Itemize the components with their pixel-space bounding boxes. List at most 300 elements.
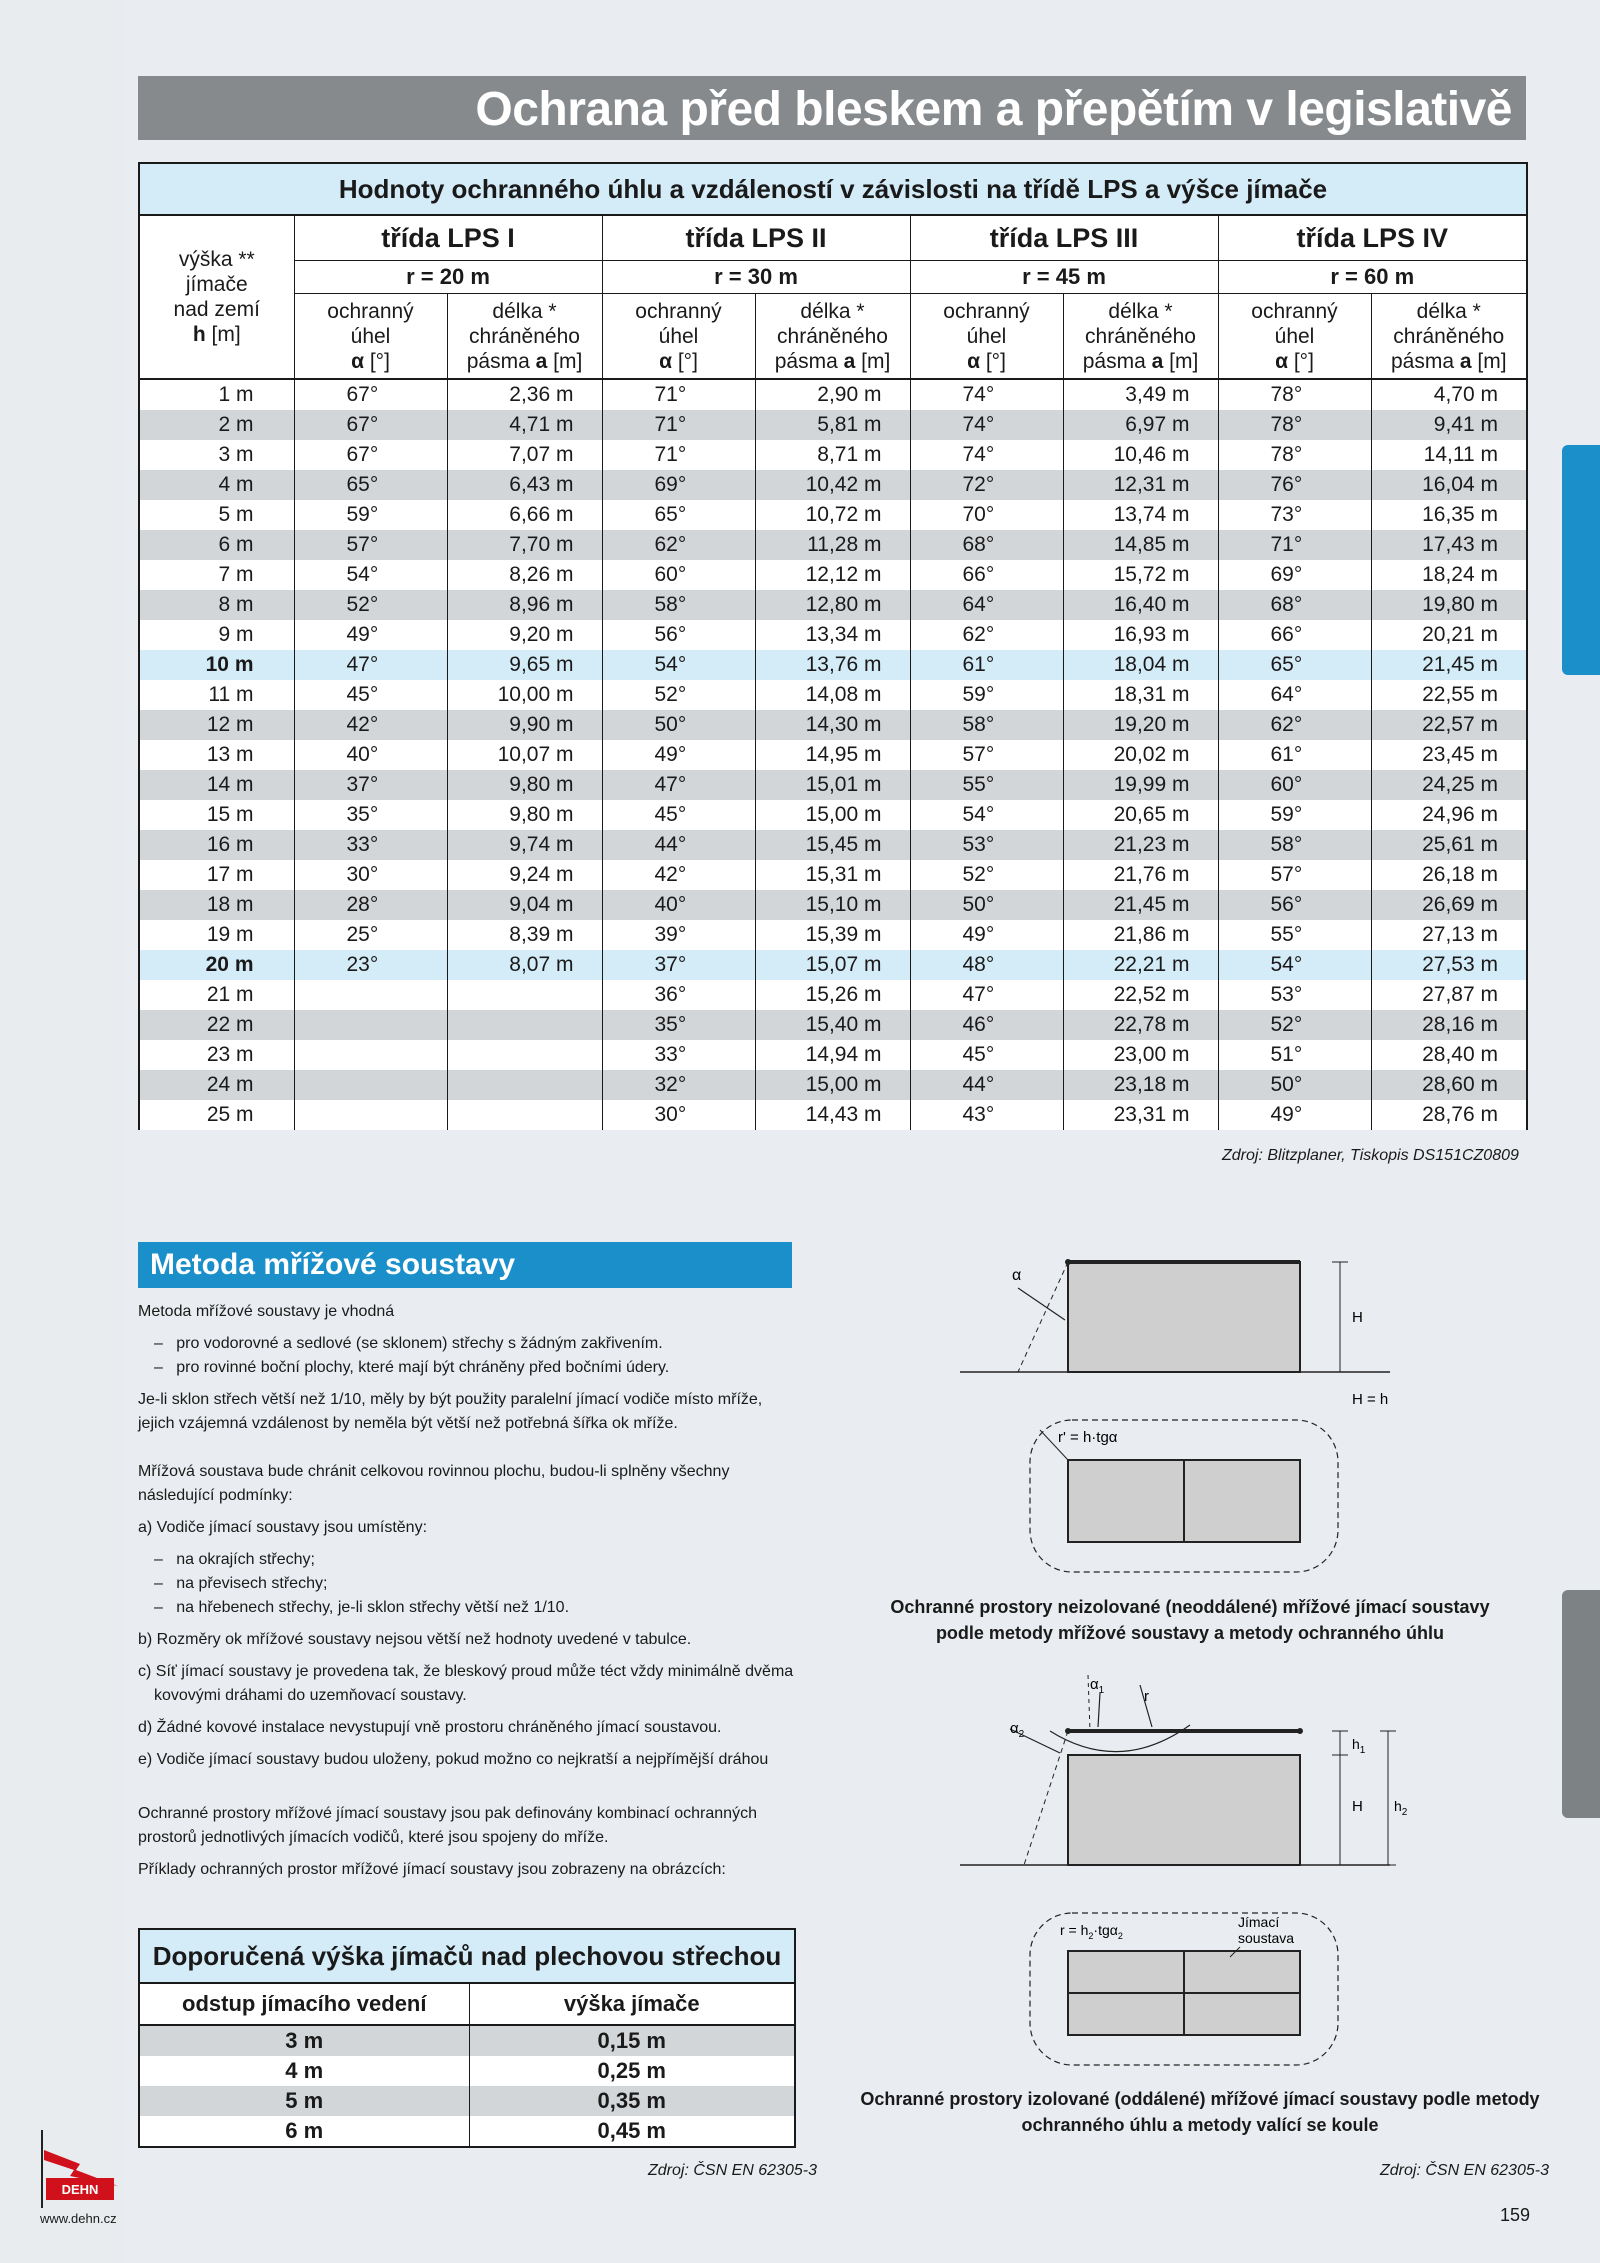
length-cell: 15,00 m (755, 800, 910, 830)
length-cell: 6,97 m (1063, 410, 1218, 440)
angle-cell: 37° (602, 950, 755, 980)
height-cell: 23 m (139, 1040, 294, 1070)
radius-formula: $r = h_2\cdot tg\alpha_2$ (1060, 1922, 1123, 1941)
height-cell: 1 m (139, 379, 294, 410)
air-termination-label-line1: Jímací (1238, 1914, 1280, 1930)
angle-cell: 76° (1218, 470, 1371, 500)
length-cell: 16,40 m (1063, 590, 1218, 620)
small-table-caption: Doporučená výška jímačů nad plechovou střechou (139, 1929, 795, 1983)
height-cell: 2 m (139, 410, 294, 440)
alpha1-label: $\alpha_1$ (1090, 1676, 1105, 1696)
angle-cell: 65° (1218, 650, 1371, 680)
length-cell: 8,96 m (447, 590, 602, 620)
angle-cell: 44° (602, 830, 755, 860)
figure-non-isolated-mesh (900, 1240, 1420, 1590)
table-row (139, 950, 1527, 980)
height-header-line2: jímače (185, 273, 248, 296)
height-cell: 18 m (139, 890, 294, 920)
height-cell: 24 m (139, 1070, 294, 1100)
page-margin (0, 0, 122, 2263)
angle-cell: 67° (294, 379, 447, 410)
class-header: třída LPS III (910, 215, 1218, 261)
angle-cell: 40° (294, 740, 447, 770)
height-label: H (1352, 1798, 1363, 1815)
table-row (139, 590, 1527, 620)
length-cell: 10,00 m (447, 680, 602, 710)
small-table-cell: 5 m (139, 2086, 469, 2116)
length-cell: 11,28 m (755, 530, 910, 560)
angle-cell: 36° (602, 980, 755, 1010)
table-row (139, 560, 1527, 590)
table-row (139, 379, 1527, 410)
angle-cell: 43° (910, 1100, 1063, 1130)
table-row (139, 980, 1527, 1010)
angle-cell: 59° (910, 680, 1063, 710)
height-cell: 5 m (139, 500, 294, 530)
length-cell: 25,61 m (1371, 830, 1527, 860)
length-cell: 15,00 m (755, 1070, 910, 1100)
length-cell: 28,60 m (1371, 1070, 1527, 1100)
angle-cell: 70° (910, 500, 1063, 530)
table-row (139, 410, 1527, 440)
angle-cell: 53° (1218, 980, 1371, 1010)
length-cell: 23,31 m (1063, 1100, 1218, 1130)
angle-cell: 35° (294, 800, 447, 830)
length-cell: 20,21 m (1371, 620, 1527, 650)
angle-cell: 69° (1218, 560, 1371, 590)
length-cell: 13,76 m (755, 650, 910, 680)
height-cell: 3 m (139, 440, 294, 470)
angle-cell: 58° (1218, 830, 1371, 860)
angle-cell: 60° (1218, 770, 1371, 800)
length-cell: 2,36 m (447, 379, 602, 410)
angle-cell: 59° (1218, 800, 1371, 830)
mesh-text (138, 1300, 798, 1882)
condition-a: a) Vodiče jímací soustavy jsou umístěny: (138, 1519, 428, 1536)
length-cell: 15,45 m (755, 830, 910, 860)
length-cell: 8,26 m (447, 560, 602, 590)
length-cell: 5,81 m (755, 410, 910, 440)
angle-cell (294, 980, 447, 1010)
height-cell: 17 m (139, 860, 294, 890)
footer-url[interactable]: www.dehn.cz (40, 2211, 117, 2226)
height-cell: 15 m (139, 800, 294, 830)
angle-cell: 42° (294, 710, 447, 740)
angle-column-header: ochranný úhel α [°] (1218, 294, 1371, 380)
page-title: Ochrana před bleskem a přepětím v legislativě (475, 83, 1512, 136)
height-cell: 7 m (139, 560, 294, 590)
table-row (139, 860, 1527, 890)
length-cell: 9,80 m (447, 800, 602, 830)
angle-cell: 71° (1218, 530, 1371, 560)
length-cell: 13,74 m (1063, 500, 1218, 530)
angle-cell: 49° (602, 740, 755, 770)
length-cell (447, 980, 602, 1010)
length-cell: 15,26 m (755, 980, 910, 1010)
length-column-header: délka * chráněného pásma a [m] (755, 294, 910, 380)
length-cell: 16,04 m (1371, 470, 1527, 500)
angle-cell: 33° (602, 1040, 755, 1070)
length-cell: 15,01 m (755, 770, 910, 800)
figure2-caption: Ochranné prostory izolované (oddálené) mřížové jímací soustavy podle metody ochranného úhlu a metody valící se koule (860, 2089, 1540, 2135)
angle-cell: 47° (602, 770, 755, 800)
angle-cell: 64° (1218, 680, 1371, 710)
small-table-header: výška jímače (469, 1983, 795, 2025)
radius-header: r = 60 m (1218, 261, 1527, 294)
length-cell: 4,71 m (447, 410, 602, 440)
length-cell: 10,07 m (447, 740, 602, 770)
angle-cell: 50° (602, 710, 755, 740)
length-cell: 15,10 m (755, 890, 910, 920)
table-row (139, 650, 1527, 680)
length-cell: 18,31 m (1063, 680, 1218, 710)
bullet-item: – pro vodorovné a sedlové (se sklonem) střechy s žádným zakřivením. (154, 1335, 663, 1352)
angle-cell: 57° (1218, 860, 1371, 890)
angle-cell: 67° (294, 410, 447, 440)
small-table-cell: 4 m (139, 2056, 469, 2086)
length-cell: 23,18 m (1063, 1070, 1218, 1100)
length-cell: 4,70 m (1371, 379, 1527, 410)
angle-cell: 42° (602, 860, 755, 890)
angle-cell: 52° (1218, 1010, 1371, 1040)
length-cell: 28,16 m (1371, 1010, 1527, 1040)
length-cell: 9,04 m (447, 890, 602, 920)
small-table-cell: 0,25 m (469, 2056, 795, 2086)
height-cell: 25 m (139, 1100, 294, 1130)
height-cell: 16 m (139, 830, 294, 860)
r-label: r (1144, 1688, 1149, 1705)
angle-cell: 23° (294, 950, 447, 980)
angle-cell: 55° (910, 770, 1063, 800)
intro-text: Metoda mřížové soustavy je vhodná (138, 1303, 395, 1320)
length-cell: 6,66 m (447, 500, 602, 530)
angle-cell: 54° (1218, 950, 1371, 980)
angle-cell: 54° (910, 800, 1063, 830)
height-header-line3: nad zemí (173, 298, 260, 321)
angle-cell: 61° (1218, 740, 1371, 770)
length-cell: 16,93 m (1063, 620, 1218, 650)
angle-cell: 49° (294, 620, 447, 650)
angle-cell: 78° (1218, 440, 1371, 470)
length-cell: 12,31 m (1063, 470, 1218, 500)
angle-cell: 62° (602, 530, 755, 560)
table-row (139, 620, 1527, 650)
length-cell (447, 1070, 602, 1100)
chapter-tab-blue[interactable] (1562, 445, 1600, 675)
paragraph: Ochranné prostory mřížové jímací soustavy jsou pak definovány kombinací ochranných prostorů jednotlivých jímacích vodičů, které jsou spojeny do mříže. (138, 1805, 757, 1846)
angle-cell: 40° (602, 890, 755, 920)
length-cell: 28,40 m (1371, 1040, 1527, 1070)
small-table-row (139, 2025, 795, 2056)
length-column-header: délka * chráněného pásma a [m] (447, 294, 602, 380)
angle-cell: 52° (602, 680, 755, 710)
table-row (139, 1100, 1527, 1130)
length-cell: 21,45 m (1063, 890, 1218, 920)
length-cell: 24,25 m (1371, 770, 1527, 800)
angle-cell: 25° (294, 920, 447, 950)
table-row (139, 920, 1527, 950)
height-equality-label: H = h (1352, 1391, 1389, 1408)
length-cell: 16,35 m (1371, 500, 1527, 530)
angle-cell: 32° (602, 1070, 755, 1100)
angle-column-header: ochranný úhel α [°] (294, 294, 447, 380)
alpha-label: α (1012, 1267, 1022, 1284)
small-table-cell: 6 m (139, 2116, 469, 2147)
length-cell: 7,07 m (447, 440, 602, 470)
angle-cell: 78° (1218, 379, 1371, 410)
condition-c: c) Síť jímací soustavy je provedena tak, že bleskový proud může téct vždy minimálně dvěma (138, 1663, 794, 1680)
length-cell: 6,43 m (447, 470, 602, 500)
angle-cell: 53° (910, 830, 1063, 860)
height-label: H (1352, 1309, 1363, 1326)
length-cell: 19,80 m (1371, 590, 1527, 620)
angle-cell: 30° (602, 1100, 755, 1130)
table-source: Zdroj: Blitzplaner, Tiskopis DS151CZ0809 (1222, 1147, 1519, 1164)
small-table-header: odstup jímacího vedení (139, 1983, 469, 2025)
small-table-row (139, 2086, 795, 2116)
height-cell: 8 m (139, 590, 294, 620)
angle-column-header: ochranný úhel α [°] (602, 294, 755, 380)
height-header-line1: výška ** (178, 248, 255, 271)
length-cell: 15,31 m (755, 860, 910, 890)
angle-cell: 52° (910, 860, 1063, 890)
angle-cell: 50° (1218, 1070, 1371, 1100)
length-cell (447, 1100, 602, 1130)
height-cell: 21 m (139, 980, 294, 1010)
length-cell: 10,46 m (1063, 440, 1218, 470)
length-cell: 2,90 m (755, 379, 910, 410)
length-cell: 8,71 m (755, 440, 910, 470)
length-cell: 22,55 m (1371, 680, 1527, 710)
logo-text: DEHN (61, 2182, 99, 2197)
height-cell: 20 m (139, 950, 294, 980)
angle-cell: 58° (602, 590, 755, 620)
angle-cell: 28° (294, 890, 447, 920)
angle-cell: 49° (1218, 1100, 1371, 1130)
length-cell: 8,39 m (447, 920, 602, 950)
length-cell: 9,90 m (447, 710, 602, 740)
length-column-header: délka * chráněného pásma a [m] (1371, 294, 1527, 380)
length-cell: 9,65 m (447, 650, 602, 680)
angle-cell: 33° (294, 830, 447, 860)
height-cell: 14 m (139, 770, 294, 800)
radius-formula: r' = h·tgα (1058, 1429, 1118, 1446)
length-cell: 3,49 m (1063, 379, 1218, 410)
length-cell: 14,95 m (755, 740, 910, 770)
length-cell: 21,86 m (1063, 920, 1218, 950)
table-row (139, 500, 1527, 530)
height-header (139, 215, 294, 379)
h2-label: $h_2$ (1394, 1798, 1408, 1818)
length-cell: 15,07 m (755, 950, 910, 980)
length-cell: 21,45 m (1371, 650, 1527, 680)
bullet-item: – na převisech střechy; (154, 1575, 328, 1592)
dehn-logo (40, 2130, 118, 2208)
angle-cell: 47° (294, 650, 447, 680)
length-cell: 27,13 m (1371, 920, 1527, 950)
table-row (139, 740, 1527, 770)
radius-header: r = 30 m (602, 261, 910, 294)
angle-cell: 37° (294, 770, 447, 800)
length-cell: 12,12 m (755, 560, 910, 590)
table-caption: Hodnoty ochranného úhlu a vzdáleností v závislosti na třídě LPS a výšce jímače (139, 163, 1527, 215)
length-cell: 15,39 m (755, 920, 910, 950)
angle-cell: 61° (910, 650, 1063, 680)
length-cell: 14,85 m (1063, 530, 1218, 560)
angle-cell: 51° (1218, 1040, 1371, 1070)
angle-cell: 74° (910, 410, 1063, 440)
height-unit: h [m] (192, 323, 241, 346)
length-cell: 14,30 m (755, 710, 910, 740)
length-cell: 8,07 m (447, 950, 602, 980)
table-row (139, 680, 1527, 710)
length-cell: 9,41 m (1371, 410, 1527, 440)
table-row (139, 440, 1527, 470)
angle-cell: 74° (910, 440, 1063, 470)
angle-cell: 52° (294, 590, 447, 620)
length-cell: 27,87 m (1371, 980, 1527, 1010)
angle-cell: 45° (294, 680, 447, 710)
angle-cell (294, 1010, 447, 1040)
angle-cell: 56° (1218, 890, 1371, 920)
small-table-row (139, 2116, 795, 2147)
angle-cell: 50° (910, 890, 1063, 920)
angle-cell (294, 1070, 447, 1100)
angle-cell: 30° (294, 860, 447, 890)
length-cell: 21,76 m (1063, 860, 1218, 890)
length-column-header: délka * chráněného pásma a [m] (1063, 294, 1218, 380)
angle-cell: 69° (602, 470, 755, 500)
bullet-item: – na okrajích střechy; (154, 1551, 315, 1568)
height-cell: 11 m (139, 680, 294, 710)
length-cell: 23,45 m (1371, 740, 1527, 770)
angle-cell: 54° (294, 560, 447, 590)
bullet-item: – pro rovinné boční plochy, které mají být chráněny před bočními údery. (154, 1359, 670, 1376)
length-cell: 21,23 m (1063, 830, 1218, 860)
length-cell: 18,04 m (1063, 650, 1218, 680)
length-cell: 22,57 m (1371, 710, 1527, 740)
condition-c-cont: kovovými dráhami do uzemňovací soustavy. (154, 1687, 467, 1704)
protection-angle-table (138, 162, 1528, 1130)
figure-source: Zdroj: ČSN EN 62305-3 (1380, 2162, 1549, 2179)
figure-isolated-mesh (900, 1665, 1420, 2085)
angle-cell: 71° (602, 379, 755, 410)
angle-cell (294, 1040, 447, 1070)
table-row (139, 1010, 1527, 1040)
figure1-caption: Ochranné prostory neizolované (neoddálené) mřížové jímací soustavy podle metody mřížové soustavy a metody ochranného úhlu (890, 1597, 1490, 1643)
small-table-cell: 0,45 m (469, 2116, 795, 2147)
angle-cell: 68° (910, 530, 1063, 560)
angle-cell: 66° (1218, 620, 1371, 650)
length-cell: 28,76 m (1371, 1100, 1527, 1130)
angle-column-header: ochranný úhel α [°] (910, 294, 1063, 380)
angle-cell: 56° (602, 620, 755, 650)
length-cell: 18,24 m (1371, 560, 1527, 590)
length-cell: 9,80 m (447, 770, 602, 800)
condition-b: b) Rozměry ok mřížové soustavy nejsou větší než hodnoty uvedené v tabulce. (138, 1631, 692, 1648)
length-cell: 23,00 m (1063, 1040, 1218, 1070)
length-cell: 19,20 m (1063, 710, 1218, 740)
length-cell: 24,96 m (1371, 800, 1527, 830)
angle-cell: 49° (910, 920, 1063, 950)
length-cell: 14,43 m (755, 1100, 910, 1130)
length-cell: 12,80 m (755, 590, 910, 620)
table-row (139, 710, 1527, 740)
class-header: třída LPS IV (1218, 215, 1527, 261)
angle-cell: 35° (602, 1010, 755, 1040)
length-cell: 19,99 m (1063, 770, 1218, 800)
angle-cell: 62° (910, 620, 1063, 650)
table-row (139, 470, 1527, 500)
length-cell: 20,65 m (1063, 800, 1218, 830)
angle-cell: 39° (602, 920, 755, 950)
radius-header: r = 45 m (910, 261, 1218, 294)
angle-cell: 47° (910, 980, 1063, 1010)
length-cell: 20,02 m (1063, 740, 1218, 770)
angle-cell: 46° (910, 1010, 1063, 1040)
length-cell (447, 1010, 602, 1040)
angle-cell: 57° (294, 530, 447, 560)
length-cell: 14,94 m (755, 1040, 910, 1070)
angle-cell: 44° (910, 1070, 1063, 1100)
height-cell: 22 m (139, 1010, 294, 1040)
angle-cell: 59° (294, 500, 447, 530)
h1-label: $h_1$ (1352, 1736, 1366, 1756)
angle-cell: 54° (602, 650, 755, 680)
alpha2-label: $\alpha_2$ (1010, 1720, 1025, 1740)
length-cell: 22,78 m (1063, 1010, 1218, 1040)
length-cell: 26,18 m (1371, 860, 1527, 890)
page-number: 159 (1500, 2205, 1531, 2225)
condition-e: e) Vodiče jímací soustavy budou uloženy, pokud možno co nejkratší a nejpřímější dráhou (138, 1751, 769, 1768)
table-row (139, 1040, 1527, 1070)
class-header: třída LPS II (602, 215, 910, 261)
small-table-cell: 3 m (139, 2025, 469, 2056)
small-table-cell: 0,35 m (469, 2086, 795, 2116)
length-cell: 9,24 m (447, 860, 602, 890)
angle-cell: 65° (602, 500, 755, 530)
paragraph: Je-li sklon střech větší než 1/10, měly by být použity paralelní jímací vodiče místo mříže, jejich vzájemná vzdálenost by neměla být větší než potřebná šířka ok mříže. (138, 1391, 763, 1432)
angle-cell (294, 1100, 447, 1130)
section-heading: Metoda mřížové soustavy (138, 1242, 792, 1288)
angle-cell: 74° (910, 379, 1063, 410)
angle-cell: 71° (602, 410, 755, 440)
angle-cell: 71° (602, 440, 755, 470)
length-cell: 9,20 m (447, 620, 602, 650)
angle-cell: 78° (1218, 410, 1371, 440)
length-cell: 14,11 m (1371, 440, 1527, 470)
length-cell: 27,53 m (1371, 950, 1527, 980)
angle-cell: 62° (1218, 710, 1371, 740)
air-termination-label-line2: soustava (1238, 1930, 1295, 1946)
length-cell: 22,52 m (1063, 980, 1218, 1010)
length-cell: 10,72 m (755, 500, 910, 530)
table-row (139, 800, 1527, 830)
angle-cell: 45° (602, 800, 755, 830)
angle-cell: 60° (602, 560, 755, 590)
angle-cell: 65° (294, 470, 447, 500)
length-cell (447, 1040, 602, 1070)
recommended-height-table (138, 1928, 796, 2148)
condition-d: d) Žádné kovové instalace nevystupují vně prostoru chráněného jímací soustavou. (138, 1719, 722, 1736)
angle-cell: 73° (1218, 500, 1371, 530)
length-cell: 7,70 m (447, 530, 602, 560)
chapter-tab-gray[interactable] (1562, 1590, 1600, 1818)
angle-cell: 66° (910, 560, 1063, 590)
angle-cell: 58° (910, 710, 1063, 740)
height-cell: 9 m (139, 620, 294, 650)
length-cell: 10,42 m (755, 470, 910, 500)
